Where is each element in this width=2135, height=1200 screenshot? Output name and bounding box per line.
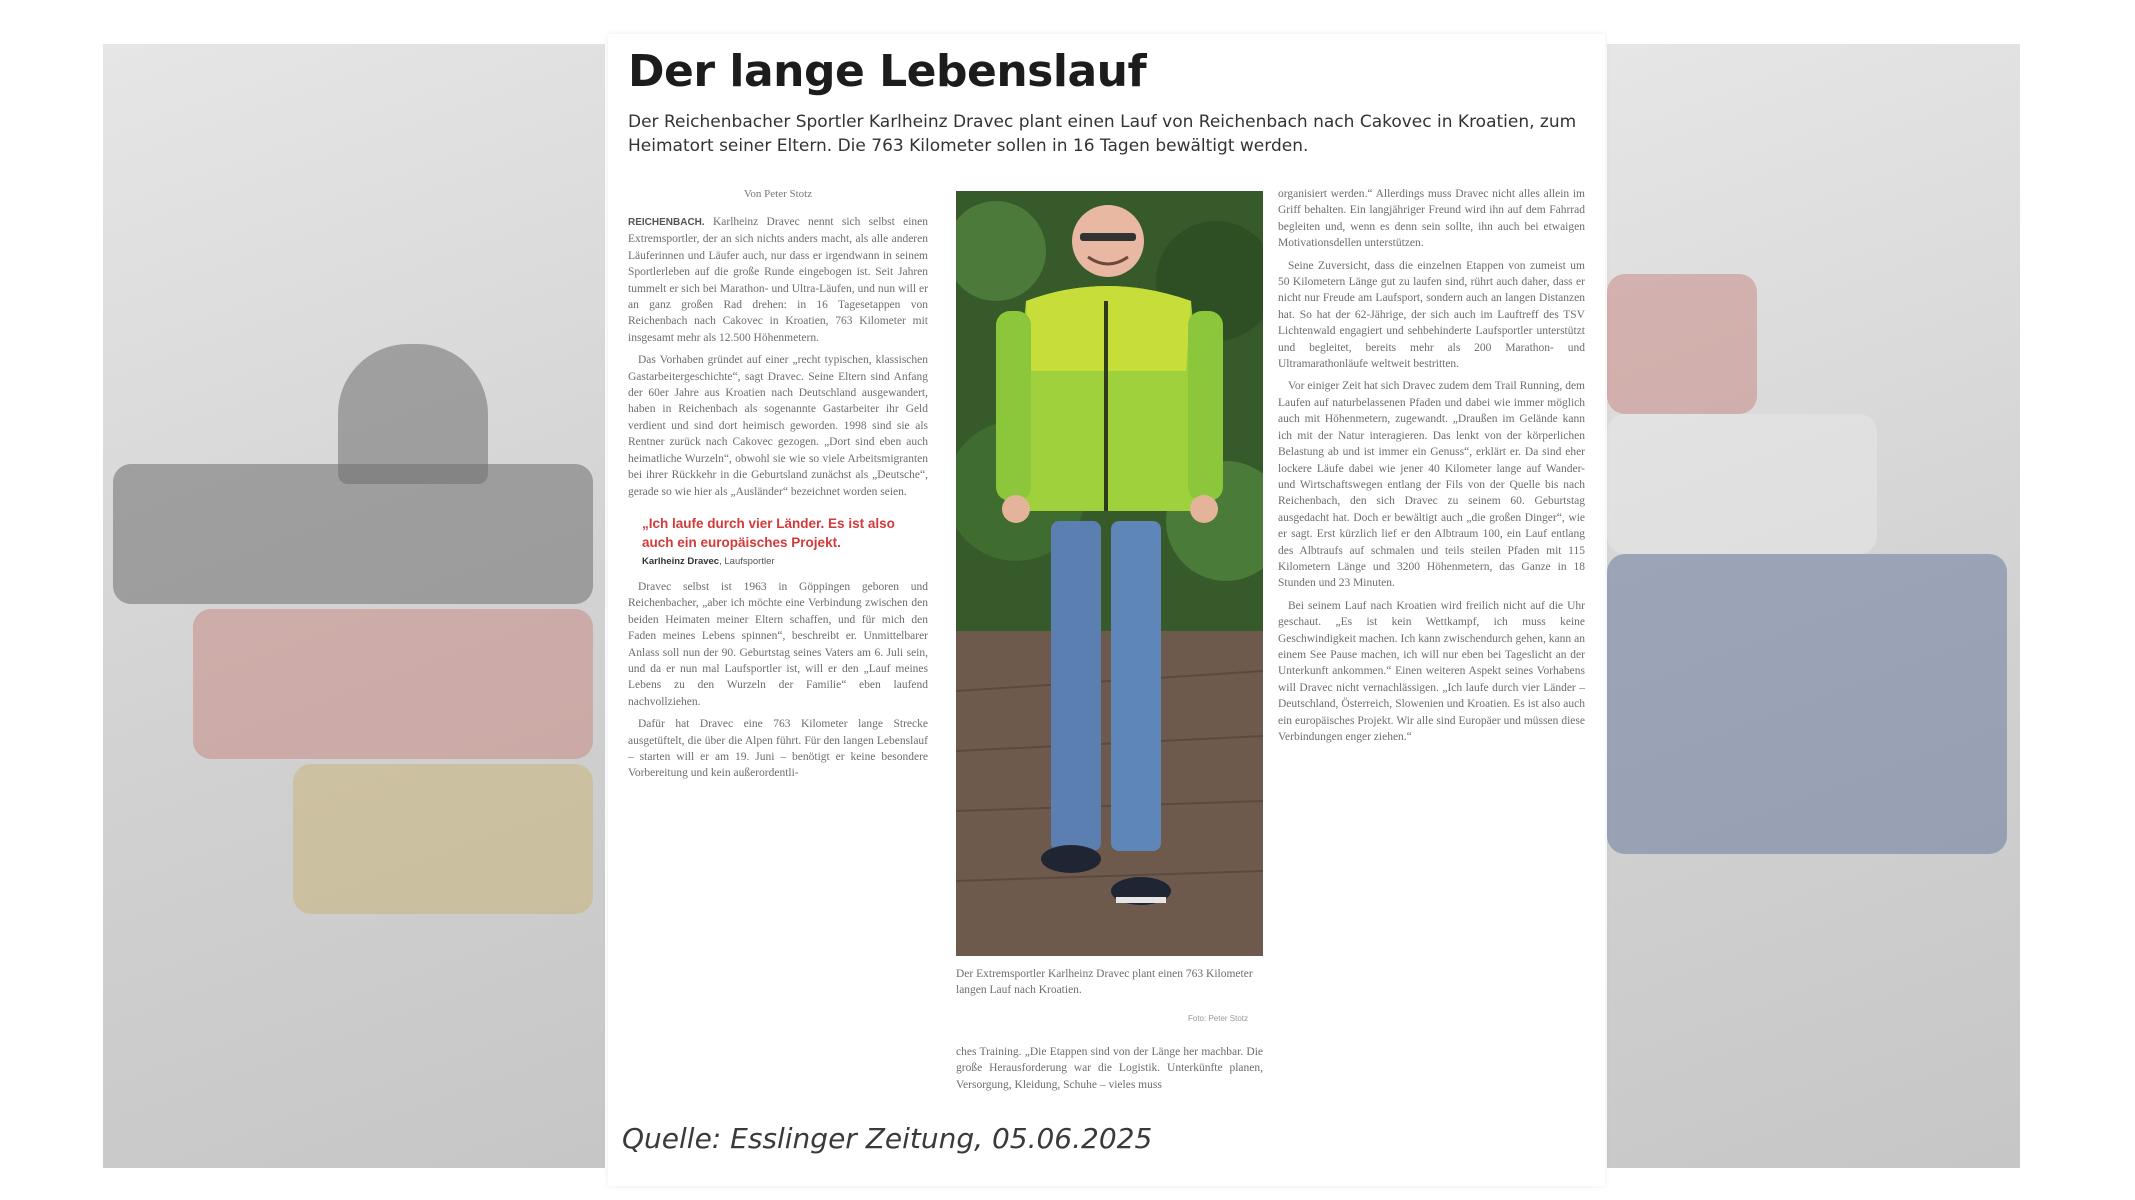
photo-credit: Foto: Peter Stotz bbox=[1188, 1014, 1249, 1023]
article-column-3 bbox=[1278, 186, 1585, 751]
puzzle-piece-red bbox=[193, 609, 593, 759]
pull-quote-attribution bbox=[642, 556, 928, 567]
background-right-puzzle-image bbox=[1607, 44, 2020, 1168]
dateline: REICHENBACH. bbox=[628, 217, 705, 228]
paragraph: ches Training. „Die Etappen sind von der Länge her machbar. Die große Herausforderung war die Logistik. Unterkünfte planen, Versorgung, Kleidung, Schuhe – vieles muss bbox=[956, 1046, 1263, 1091]
paragraph: organisiert werden.“ Allerdings muss Dravec nicht alles allein im Griff behalten. Ein langjähriger Freund wird ihn auf dem Fahrrad begleiten und, wenn es denn sein sollte, ihn auch bei etwaigen Motivationsdellen unterstützen. bbox=[1278, 188, 1585, 250]
article-column-1 bbox=[628, 184, 928, 788]
article-lead: Der Reichenbacher Sportler Karlheinz Dravec plant einen Lauf von Reichenbach nach Cakovec in Kroatien, zum Heimatort seiner Eltern. Die 763 Kilometer sollen in 16 Tagen bewältigt werden. bbox=[628, 112, 1577, 156]
paragraph: Vor einiger Zeit hat sich Dravec zudem dem Trail Running, dem Laufen auf naturbelassenen Pfaden und dabei wie immer möglich auch mit Höhenmetern, zugewandt. „Draußen im Gelände kann ich mit der Natur interagieren. Das lenkt von der körperlichen Belastung ab und ist immer ein Genuss“, erklärt er. Da sind eher lockere Läufe dabei wie jener 40 Kilometer lange auf Wander- und Wirtschaftswegen entlang der Fils von der Quelle bis nach Reichenbach, den sich Dravec zu seinem 60. Geburtstag ausgedacht hat. Doch er bewältigt auch „die großen Dinger“, wie er sagt. Erst kürzlich lief er den Albtraum 100, ein Lauf entlang des Albtraufs auf schmalen und teils steilen Pfaden mit 115 Kilometern Länge und 3200 Höhenmetern, das Ganze in 18 Stunden und 23 Minuten. bbox=[1278, 380, 1585, 590]
puzzle-piece-black bbox=[113, 464, 593, 604]
puzzle-piece-red-right bbox=[1607, 274, 1757, 414]
paragraph: Dafür hat Dravec eine 763 Kilometer lange Strecke ausgetüftelt, die über die Alpen führt. Für den langen Lebenslauf – starten will er am 19. Juni – benötigt er keine besondere Vorbereitung und kein außerordentli- bbox=[628, 718, 928, 780]
puzzle-piece-gold bbox=[293, 764, 593, 914]
puzzle-piece-white-right bbox=[1607, 414, 1877, 554]
pull-quote-author: Karlheinz Dravec bbox=[642, 555, 720, 567]
puzzle-knob bbox=[338, 344, 488, 484]
pull-quote-role: , Laufsportler bbox=[719, 555, 775, 567]
background-left-puzzle-image bbox=[103, 44, 605, 1168]
source-citation: Quelle: Esslinger Zeitung, 05.06.2025 bbox=[622, 1122, 1153, 1155]
paragraph: Seine Zuversicht, dass die einzelnen Etappen von zumeist um 50 Kilometern Länge gut zu laufen sind, rührt auch daher, dass er nicht nur Freude am Laufsport, sondern auch an langen Distanzen hat. So hat der 62-Jährige, der sich auch im Lauftreff des TSV Lichtenwald engagiert und sehbehinderte Laufsportler unterstützt und begleitet, bereits mehr als 200 Marathon- und Ultramarathonläufe weltweit bestritten. bbox=[1278, 259, 1585, 371]
paragraph: Bei seinem Lauf nach Kroatien wird freilich nicht auf die Uhr geschaut. „Es ist kein Wettkampf, ich muss keine Geschwindigkeit machen. Ich kann zwischendurch gehen, kann an einem See Pause machen, ich will nur eben bei Tageslicht an der Unterkunft ankommen.“ Einen weiteren Aspekt seines Vorhabens will Dravec nicht vernachlässigen. „Ich laufe durch vier Länder – Deutschland, Österreich, Slowenien und Kroatien. Es ist also auch ein europäisches Projekt. Wir alle sind Europäer und müssen diese Verbindungen enger ziehen.“ bbox=[1278, 599, 1585, 743]
pull-quote-text: „Ich laufe durch vier Länder. Es ist also auch ein europäisches Projekt. bbox=[642, 515, 895, 550]
article-column-2-bottom bbox=[956, 1044, 1263, 1093]
article-headline: Der lange Lebenslauf bbox=[628, 46, 1147, 97]
paragraph: Dravec selbst ist 1963 in Göppingen geboren und Reichenbacher, „aber ich möchte eine Verbindung zwischen den beiden Heimaten meiner Eltern schaffen, und für mich den Faden meines Lebens spinnen“, beschreibt er. Unmittelbarer Anlass soll nun der 90. Geburtstag seines Vaters am 6. Juli sein, und da er nun mal Laufsportler ist, will er den „Lauf meines Lebens zu den Wurzeln der Familie“ eben laufend nachvollziehen. bbox=[628, 580, 928, 708]
paragraph: Das Vorhaben gründet auf einer „recht typischen, klassischen Gastarbeitergeschichte“, sagt Dravec. Seine Eltern sind Anfang der 60er Jahre aus Kroatien nach Deutschland ausgewandert, haben in Reichenbach als sogenannte Gastarbeiter ihr Geld verdient und sind dort heimisch geworden. 1998 sind sie als Rentner zurück nach Cakovec gezogen. „Dort sind eben auch heimatliche Wurzeln“, obwohl sie wie so viele Arbeitsmigranten bei ihrer Rückkehr in die Geburtsland zunächst als „Deutsche“, gerade so wie hier als „Ausländer“ bezeichnet worden seien. bbox=[628, 354, 928, 498]
runner-photo-illustration bbox=[956, 191, 1263, 956]
article-photo bbox=[956, 191, 1263, 956]
newspaper-article bbox=[608, 34, 1605, 1186]
pull-quote bbox=[642, 514, 928, 567]
paragraph-text: Karlheinz Dravec nennt sich selbst einen Extremsportler, der an sich nichts anders macht, als alle anderen Läuferinnen und Läufer auch, nur dass er irgendwann in seinem Sportlerleben auf die große Runde eingebogen ist. Seit Jahren tummelt er sich bei Marathon- und Ultra-Läufen, und nun will er an ganz großen Rad drehen: in 16 Tagesetappen von Reichenbach nach Cakovec in Kroatien, 763 Kilometer mit insgesamt mehr als 12.500 Höhenmetern. bbox=[628, 216, 929, 344]
article-byline: Von Peter Stotz bbox=[743, 188, 813, 200]
photo-caption: Der Extremsportler Karlheinz Dravec plant einen 763 Kilometer langen Lauf nach Kroatien. bbox=[956, 968, 1253, 996]
puzzle-piece-blue-right bbox=[1607, 554, 2007, 854]
paragraph bbox=[628, 214, 928, 346]
